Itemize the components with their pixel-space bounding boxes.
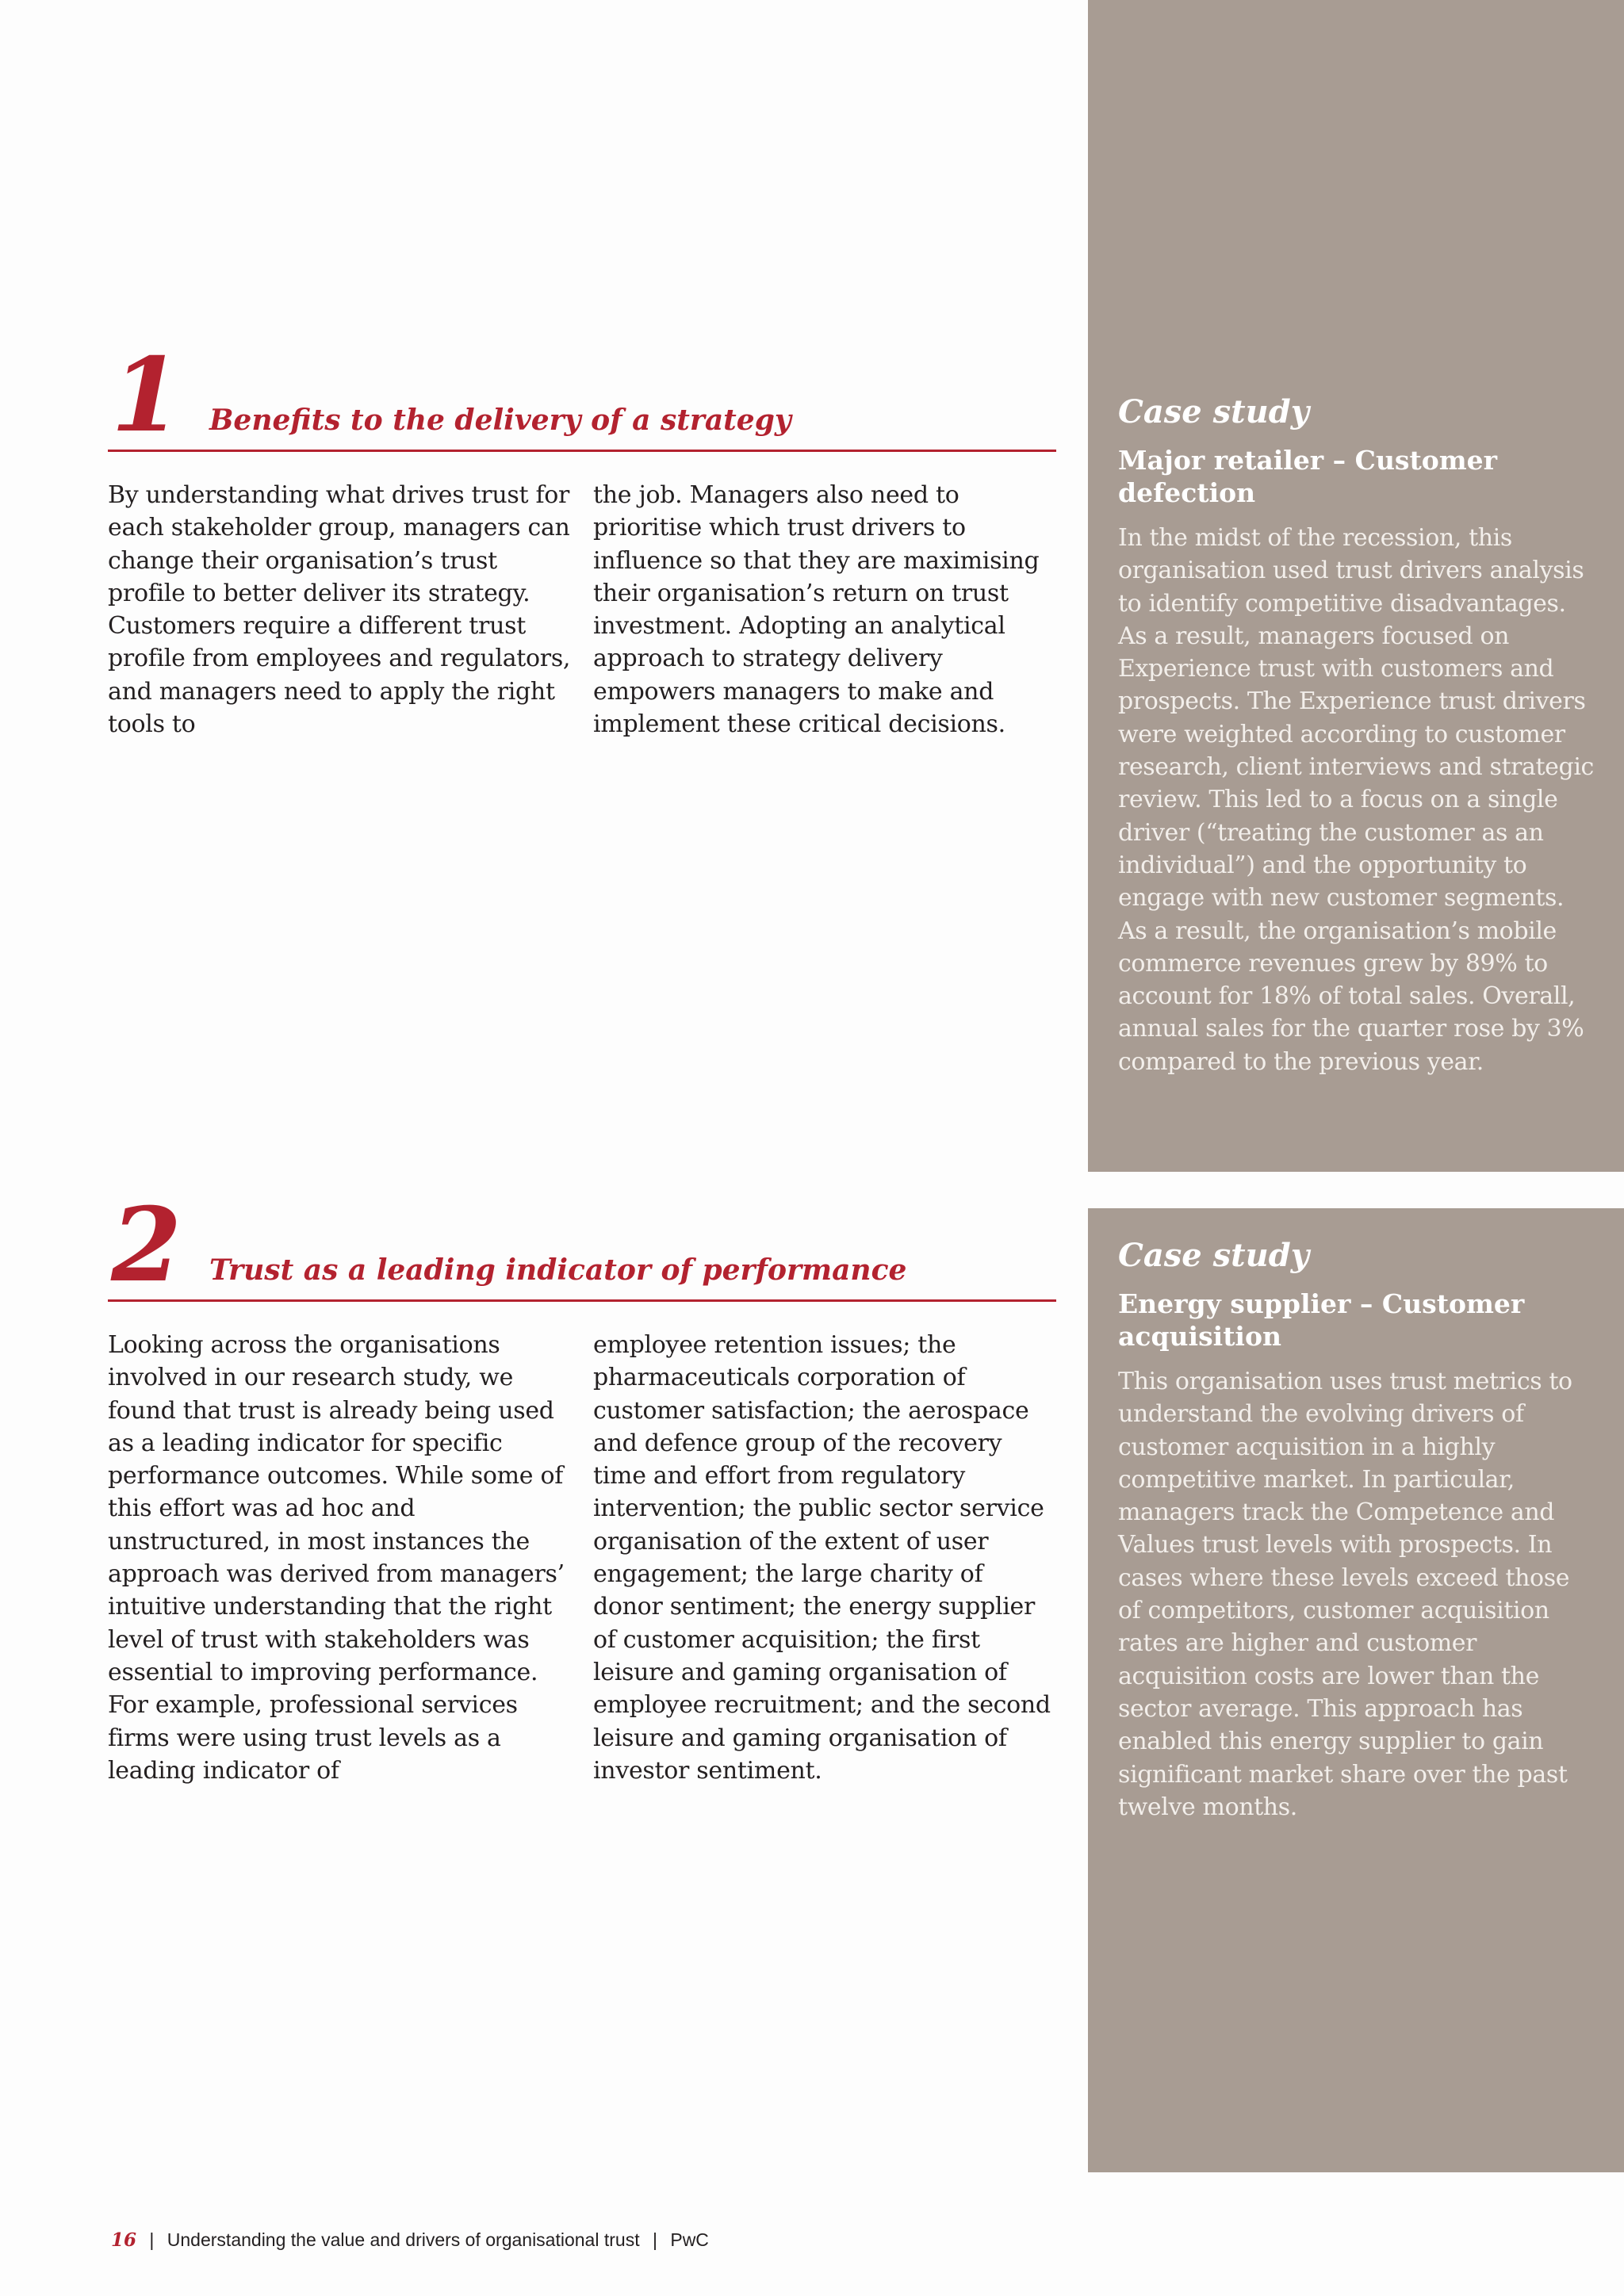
case-study-label: Case study (1118, 393, 1309, 430)
case-study-energy-supplier (1088, 1208, 1624, 2172)
section-strategy-delivery (108, 336, 1056, 740)
case-study-retailer (1088, 0, 1624, 1172)
section-body (108, 1329, 1056, 1787)
case-study-title: Energy supplier – Customer acquisition (1118, 1288, 1525, 1352)
case-study-title: Major retailer – Customer defection (1118, 445, 1498, 508)
brand-name: PwC (670, 2229, 709, 2250)
footer-separator: | (652, 2229, 657, 2250)
section-leading-indicator (108, 1186, 1056, 1787)
section-body (108, 479, 1056, 740)
body-column-left: By understanding what drives trust for each stakeholder group, managers can change their organisation’s trust profile to better deliver its strategy. Customers require a different trust profile from employees and regulators, and managers need to apply the right tools to (108, 481, 571, 739)
case-study-body: This organisation uses trust metrics to understand the evolving drivers of customer acquisition in a highly competitive market. In particular, managers track the Competence and Values trust levels with prospects. In cases where these levels exceed those of competitors, customer acquisition rates are higher and customer acquisition costs are lower than the sector average. This approach has enabled this energy supplier to gain significant market share over the past twelve months. (1118, 1368, 1572, 1821)
section-number: 2 (111, 1186, 179, 1305)
section-title: Benefits to the delivery of a strategy (209, 404, 791, 437)
body-column-right: the job. Managers also need to prioritise which trust drivers to influence so that they are maximising their organisation’s return on trust investment. Adopting an analytical approach to strategy delivery empowers managers to make and implement these critical decisions. (593, 481, 1040, 739)
case-study-label: Case study (1118, 1237, 1309, 1274)
document-title: Understanding the value and drivers of organisational trust (167, 2229, 640, 2250)
footer-separator: | (149, 2229, 155, 2250)
section-header (108, 1186, 1056, 1305)
section-header (108, 336, 1056, 455)
section-title: Trust as a leading indicator of performance (209, 1253, 907, 1287)
page-number: 16 (111, 2229, 137, 2251)
case-study-body: In the midst of the recession, this organisation used trust drivers analysis to identify competitive disadvantages. As a result, managers focused on Experience trust with customers and prospects. The Experience trust drivers were weighted according to customer research, client interviews and strategic review. This led to a focus on a single driver (“treating the customer as an individual”) and the opportunity to engage with new customer segments. As a result, the organisation’s mobile commerce revenues grew by 89% to account for 18% of total sales. Overall, annual sales for the quarter rose by 3% compared to the previous year. (1118, 524, 1594, 1076)
page-footer (111, 2229, 709, 2251)
section-number: 1 (111, 336, 179, 455)
body-column-right: employee retention issues; the pharmaceuticals corporation of customer satisfaction; the aerospace and defence group of the recovery time and effort from regulatory intervention; the public sector service organisation of the extent of user engagement; the large charity of donor sentiment; the energy supplier of customer acquisition; the first leisure and gaming organisation of employee recruitment; and the second leisure and gaming organisation of investor sentiment. (593, 1331, 1051, 1785)
body-column-left: Looking across the organisations involved in our research study, we found that trust is already being used as a leading indicator for specific performance outcomes. While some of this effort was ad hoc and unstructured, in most instances the approach was derived from managers’ intuitive understanding that the right level of trust with stakeholders was essential to improving performance. For example, professional services firms were using trust levels as a leading indicator of (108, 1331, 565, 1785)
